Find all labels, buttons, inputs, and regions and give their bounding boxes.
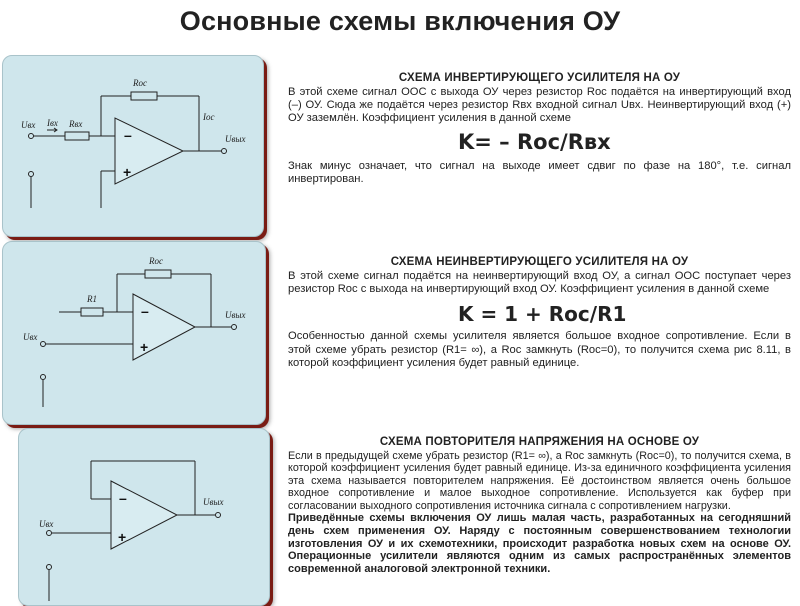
inverting-heading: СХЕМА ИНВЕРТИРУЮЩЕГО УСИЛИТЕЛЯ НА ОУ bbox=[398, 72, 681, 84]
label-uin-2: Uвх bbox=[23, 332, 38, 342]
noninverting-heading: СХЕМА НЕИНВЕРТИРУЮЩЕГО УСИЛИТЕЛЯ НА ОУ bbox=[390, 256, 689, 268]
inverting-section bbox=[288, 72, 791, 186]
label-roc: Rос bbox=[133, 78, 147, 88]
label-iin: Iвх bbox=[47, 118, 58, 128]
voltage-follower-diagram bbox=[18, 428, 270, 606]
noninverting-section bbox=[288, 256, 791, 370]
inverting-text-2: Знак минус означает, что сигнал на выходе имеет сдвиг по фазе на 180°, т.е. сигнал инвертирован. bbox=[288, 159, 791, 185]
inverting-amplifier-diagram bbox=[2, 55, 264, 237]
label-uout-2: Uвых bbox=[225, 310, 246, 320]
noninverting-plus-sign: + bbox=[140, 339, 149, 355]
follower-text-2: Приведённые схемы включения ОУ лишь малая часть, разработанных на сегодняшний день схем применения ОУ. Наряду с постоянным совершенствованием технологии изготовления ОУ и их схемотехники, происходит разработка новых схем на основе ОУ. Операционные усилители являются одним из самых распространённых элементов современной аналоговой электронной техники. bbox=[288, 512, 791, 576]
noninverting-amplifier-diagram bbox=[2, 241, 266, 425]
noninverting-formula: K = 1 + Rос/R1 bbox=[458, 302, 627, 327]
inverting-text-1: В этой схеме сигнал ООС с выхода ОУ через резистор Rос подаётся на инвертирующий вход (–) ОУ. Сюда же подаётся через резистор Rвх входной сигнал Uвх. Неинвертирующий вход (+) ОУ заземлён. Коэффициент усиления в данной схеме bbox=[288, 86, 791, 125]
noninverting-text-1: В этой схеме сигнал подаётся на неинвертирующий вход ОУ, а сигнал ООС поступает через резистор Rос с выхода на инвертирующий вход ОУ. Коэффициент усиления в данной схеме bbox=[288, 270, 791, 296]
follower-plus-sign: + bbox=[118, 529, 127, 545]
inverting-circuit-svg bbox=[3, 56, 263, 236]
follower-section bbox=[288, 436, 791, 576]
page-title: Основные схемы включения ОУ bbox=[179, 6, 621, 36]
noninverting-minus-sign: – bbox=[141, 303, 149, 319]
label-uout-3: Uвых bbox=[203, 497, 224, 507]
label-uin: Uвх bbox=[21, 120, 36, 130]
inverting-formula: K= – Rос/Rвх bbox=[458, 129, 611, 154]
inverting-minus-sign: – bbox=[124, 127, 132, 143]
label-uout: Uвых bbox=[225, 134, 246, 144]
label-rin: Rвх bbox=[69, 119, 83, 129]
inverting-plus-sign: + bbox=[123, 164, 132, 180]
follower-minus-sign: – bbox=[119, 490, 127, 506]
follower-circuit-svg bbox=[19, 429, 269, 605]
label-r1: R1 bbox=[87, 294, 97, 304]
label-ioc: Iос bbox=[203, 112, 215, 122]
noninverting-circuit-svg bbox=[3, 242, 265, 424]
label-uin-3: Uвх bbox=[39, 519, 54, 529]
follower-heading: СХЕМА ПОВТОРИТЕЛЯ НАПРЯЖЕНИЯ НА ОСНОВЕ ОУ bbox=[379, 436, 700, 448]
follower-text-1: Если в предыдущей схеме убрать резистор (R1= ∞), а Rос замкнуть (Rос=0), то получится схема, в которой коэффициент усиления будет равный единице. Из-за единичного коэффициента усиления эта схема называется повторителем напряжения. Её достоинством является очень большое входное сопротивление и малое выходное сопротивление. Используется как буфер при согласовании выходного сопротивления источника сигнала с сопротивлением нагрузки. bbox=[288, 450, 791, 512]
noninverting-text-2: Особенностью данной схемы усилителя является большое входное сопротивление. Если в этой схеме убрать резистор (R1= ∞), а Rос замкнуть (Rос=0), то получится схема рис 8.11, в которой коэффициент усиления будет равный единице. bbox=[288, 330, 791, 369]
label-roc-2: Rос bbox=[149, 256, 163, 266]
